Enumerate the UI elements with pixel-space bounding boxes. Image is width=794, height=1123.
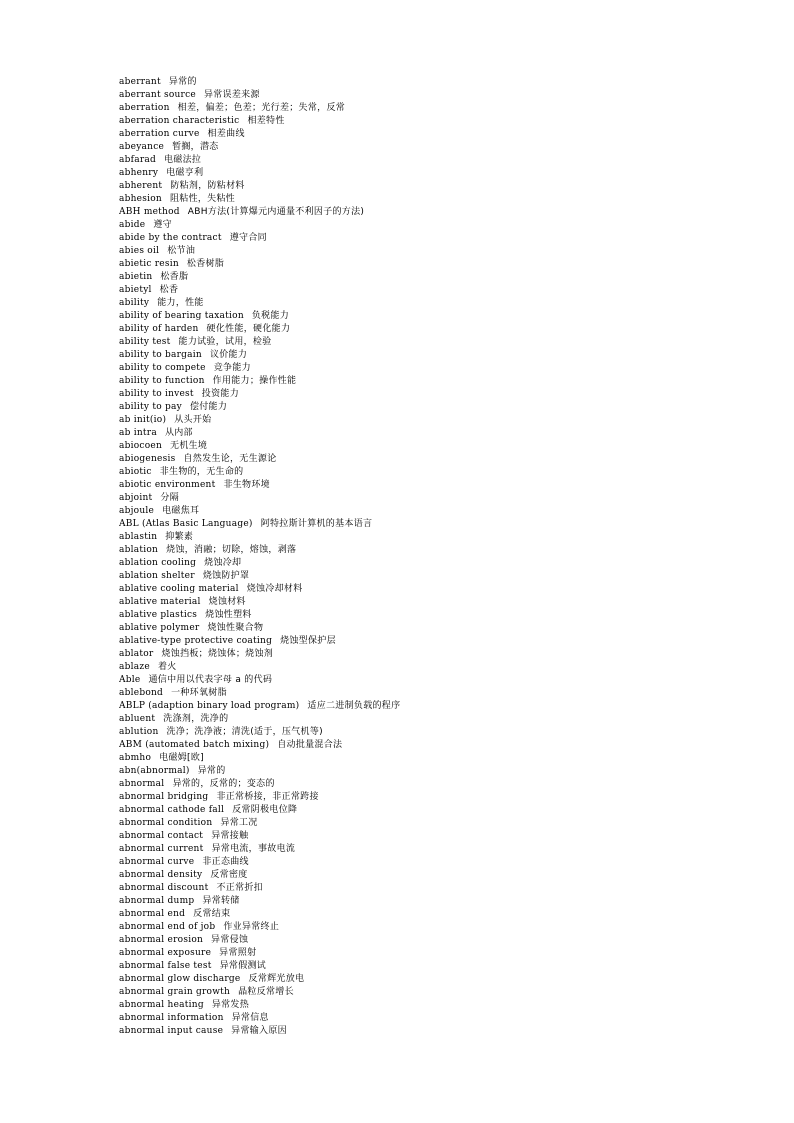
entry-definition: 松香脂 <box>160 272 189 282</box>
glossary-entry <box>119 166 679 179</box>
entry-term: abnormal information <box>119 1013 224 1023</box>
glossary-entry <box>119 218 679 231</box>
entry-term: ability test <box>119 337 171 347</box>
entry-term: ABH method <box>119 207 180 217</box>
glossary-entry <box>119 972 679 985</box>
entry-definition: 异常接触 <box>211 831 249 841</box>
glossary-entry <box>119 933 679 946</box>
entry-term: ablution <box>119 727 159 737</box>
glossary-entry <box>119 1024 679 1037</box>
entry-term: Able <box>119 675 141 685</box>
glossary-entry <box>119 894 679 907</box>
glossary-entry <box>119 465 679 478</box>
entry-definition: 烧蚀型保护层 <box>280 636 336 646</box>
entry-term: abiotic environment <box>119 480 216 490</box>
entry-definition: 遵守合同 <box>229 233 267 243</box>
glossary-entry <box>119 140 679 153</box>
entry-definition: 异常的 <box>197 766 226 776</box>
glossary-entry <box>119 686 679 699</box>
entry-definition: 烧蚀防护罩 <box>202 571 250 581</box>
glossary-entry <box>119 842 679 855</box>
entry-term: ability to compete <box>119 363 206 373</box>
entry-term: ability to function <box>119 376 205 386</box>
glossary-entry <box>119 153 679 166</box>
entry-definition: 烧蚀性塑料 <box>205 610 252 620</box>
entry-definition: 不正常折扣 <box>216 883 263 893</box>
entry-definition: 分隔 <box>160 493 179 503</box>
entry-definition: 相差，偏差；色差；光行差；失常，反常 <box>177 103 346 113</box>
glossary-entry <box>119 920 679 933</box>
entry-definition: 异常的，反常的；变态的 <box>172 779 275 789</box>
entry-term: abluent <box>119 714 156 724</box>
entry-definition: 异常信息 <box>231 1013 269 1023</box>
entry-term: abnormal glow discharge <box>119 974 241 984</box>
entry-definition: 异常工况 <box>220 818 258 828</box>
entry-term: ablative plastics <box>119 610 198 620</box>
entry-term: ablative-type protective coating <box>119 636 273 646</box>
entry-definition: 能力，性能 <box>157 298 204 308</box>
entry-definition: 烧蚀冷却 <box>204 558 242 568</box>
entry-definition: 异常输入原因 <box>231 1026 287 1036</box>
glossary-entry <box>119 114 679 127</box>
entry-term: abiocoen <box>119 441 163 451</box>
entry-definition: 电磁姆[欧] <box>159 753 204 763</box>
glossary-entry <box>119 374 679 387</box>
glossary-entry <box>119 322 679 335</box>
glossary-entry <box>119 777 679 790</box>
entry-term: ability of harden <box>119 324 199 334</box>
entry-definition: 异常照射 <box>219 948 257 958</box>
entry-definition: 自动批量混合法 <box>277 740 343 750</box>
entry-term: abnormal discount <box>119 883 209 893</box>
entry-definition: 非正常桥接，非正常跨接 <box>216 792 319 802</box>
entry-term: abjoint <box>119 493 153 503</box>
entry-term: ablation <box>119 545 159 555</box>
entry-term: abiotic <box>119 467 152 477</box>
entry-term: abnormal <box>119 779 165 789</box>
entry-definition: 反常阴极电位降 <box>232 805 298 815</box>
entry-definition: 异常假测试 <box>219 961 267 971</box>
entry-definition: 阻粘性，失粘性 <box>169 194 236 204</box>
glossary-entry <box>119 257 679 270</box>
entry-definition: 抑繁素 <box>165 532 194 542</box>
glossary-entry <box>119 816 679 829</box>
glossary-entry <box>119 530 679 543</box>
entry-term: abnormal false test <box>119 961 212 971</box>
entry-definition: 着火 <box>157 662 177 672</box>
glossary-entry <box>119 660 679 673</box>
entry-definition: 松香 <box>159 285 179 295</box>
glossary-entry <box>119 348 679 361</box>
entry-definition: 异常误差来源 <box>203 90 260 100</box>
entry-term: abnormal erosion <box>119 935 204 945</box>
entry-term: aberration curve <box>119 129 200 139</box>
entry-definition: 偿付能力 <box>189 402 228 412</box>
glossary-entry <box>119 829 679 842</box>
entry-definition: 负税能力 <box>251 311 290 321</box>
glossary-entry <box>119 309 679 322</box>
entry-definition: 反常辉光放电 <box>248 974 305 984</box>
entry-definition: 阿特拉斯计算机的基本语言 <box>260 519 373 529</box>
glossary-entry <box>119 998 679 1011</box>
entry-term: aberrant source <box>119 90 196 100</box>
entry-term: ABL (Atlas Basic Language) <box>119 519 253 529</box>
entry-term: abnormal heating <box>119 1000 204 1010</box>
glossary-entry <box>119 582 679 595</box>
entry-definition: 作用能力；操作性能 <box>212 376 297 386</box>
entry-definition: 烧蚀材料 <box>208 597 246 607</box>
glossary-entry <box>119 621 679 634</box>
entry-term: aberration characteristic <box>119 116 240 126</box>
entry-definition: 作业异常终止 <box>223 922 280 932</box>
glossary-entry <box>119 75 679 88</box>
glossary-entry <box>119 946 679 959</box>
entry-definition: 松香树脂 <box>186 259 225 269</box>
glossary-entry <box>119 959 679 972</box>
entry-term: ablation cooling <box>119 558 197 568</box>
entry-definition: 从内部 <box>164 428 193 438</box>
entry-definition: 异常电流，事故电流 <box>211 844 296 854</box>
entry-term: aberrant <box>119 77 161 87</box>
entry-term: abn(abnormal) <box>119 766 190 776</box>
entry-definition: 松节油 <box>167 246 196 256</box>
entry-term: abmho <box>119 753 152 763</box>
glossary-entry <box>119 634 679 647</box>
entry-definition: 投资能力 <box>201 389 239 399</box>
glossary-entry <box>119 1011 679 1024</box>
entry-definition: 异常转储 <box>202 896 240 906</box>
entry-term: abherent <box>119 181 163 191</box>
entry-definition: 硬化性能，硬化能力 <box>206 324 291 334</box>
entry-term: abjoule <box>119 506 155 516</box>
entry-term: ability to pay <box>119 402 182 412</box>
glossary-entry <box>119 335 679 348</box>
entry-definition: 通信中用以代表字母 a 的代码 <box>148 675 273 685</box>
entry-term: ablaze <box>119 662 150 672</box>
entry-term: abies oil <box>119 246 160 256</box>
entry-term: ability to invest <box>119 389 194 399</box>
glossary-entry <box>119 361 679 374</box>
glossary-entry <box>119 543 679 556</box>
entry-term: abiogenesis <box>119 454 176 464</box>
entry-definition: 烧蚀冷却材料 <box>246 584 303 594</box>
entry-definition: 无机生境 <box>170 441 208 451</box>
entry-definition: 电磁亨利 <box>166 168 204 178</box>
glossary-entry <box>119 88 679 101</box>
entry-term: ablastin <box>119 532 158 542</box>
glossary-entry <box>119 244 679 257</box>
entry-definition: 洗涤剂，洗净的 <box>163 714 229 724</box>
glossary-entry <box>119 751 679 764</box>
entry-term: abfarad <box>119 155 157 165</box>
entry-definition: ABH方法(计算爆元内通量不利因子的方法) <box>187 207 365 217</box>
glossary-entry <box>119 647 679 660</box>
entry-term: ab intra <box>119 428 157 438</box>
glossary-entry <box>119 452 679 465</box>
glossary-entry <box>119 673 679 686</box>
entry-term: abide <box>119 220 146 230</box>
glossary-entry <box>119 868 679 881</box>
glossary-entry <box>119 127 679 140</box>
glossary-entry <box>119 855 679 868</box>
entry-definition: 暂搁，潜态 <box>172 142 219 152</box>
entry-definition: 烧蚀挡板；烧蚀体；烧蚀剂 <box>161 649 274 659</box>
entry-term: abhenry <box>119 168 159 178</box>
entry-definition: 一种环氧树脂 <box>171 688 227 698</box>
entry-term: abnormal dump <box>119 896 195 906</box>
entry-term: ability of bearing taxation <box>119 311 244 321</box>
entry-definition: 异常的 <box>168 77 197 87</box>
glossary-entry <box>119 595 679 608</box>
glossary-entry <box>119 569 679 582</box>
entry-term: ablation shelter <box>119 571 195 581</box>
entry-definition: 相差特性 <box>247 116 285 126</box>
glossary-entry <box>119 426 679 439</box>
glossary-entry <box>119 283 679 296</box>
entry-definition: 异常侵蚀 <box>211 935 249 945</box>
glossary-entry <box>119 881 679 894</box>
entry-term: abnormal curve <box>119 857 195 867</box>
entry-term: abnormal condition <box>119 818 213 828</box>
entry-definition: 异常发热 <box>211 1000 250 1010</box>
entry-term: ABM (automated batch mixing) <box>119 740 270 750</box>
glossary-entry <box>119 491 679 504</box>
entry-term: abnormal grain growth <box>119 987 231 997</box>
entry-definition: 晶粒反常增长 <box>238 987 294 997</box>
entry-term: abnormal exposure <box>119 948 212 958</box>
entry-definition: 防粘剂，防粘材料 <box>170 181 245 191</box>
entry-term: abeyance <box>119 142 165 152</box>
glossary-entry <box>119 608 679 621</box>
entry-definition: 竞争能力 <box>213 363 251 373</box>
glossary-entry <box>119 270 679 283</box>
glossary-entry <box>119 192 679 205</box>
glossary-entry <box>119 738 679 751</box>
entry-definition: 自然发生论，无生源论 <box>183 454 277 464</box>
glossary-entry <box>119 205 679 218</box>
entry-definition: 非正态曲线 <box>202 857 249 867</box>
entry-definition: 从头开始 <box>174 415 212 425</box>
glossary-entry <box>119 803 679 816</box>
entry-definition: 烧蚀，消融；切除，熔蚀，剥落 <box>166 545 297 555</box>
entry-definition: 非生物的，无生命的 <box>159 467 244 477</box>
glossary-entry <box>119 985 679 998</box>
glossary-entry-list <box>119 75 679 1037</box>
entry-term: abietin <box>119 272 153 282</box>
entry-definition: 适应二进制负载的程序 <box>307 701 401 711</box>
entry-term: abnormal density <box>119 870 203 880</box>
entry-term: abnormal contact <box>119 831 204 841</box>
entry-term: abnormal end of job <box>119 922 216 932</box>
entry-term: abide by the contract <box>119 233 222 243</box>
entry-term: ablative cooling material <box>119 584 239 594</box>
entry-term: ablative material <box>119 597 201 607</box>
entry-term: ABLP (adaption binary load program) <box>119 701 300 711</box>
entry-term: abnormal end <box>119 909 186 919</box>
glossary-entry <box>119 413 679 426</box>
entry-term: abietyl <box>119 285 152 295</box>
entry-term: ablator <box>119 649 154 659</box>
glossary-entry <box>119 439 679 452</box>
glossary-entry <box>119 179 679 192</box>
glossary-entry <box>119 101 679 114</box>
entry-definition: 能力试验，试用，检验 <box>178 337 272 347</box>
entry-definition: 电磁法拉 <box>164 155 202 165</box>
glossary-entry <box>119 907 679 920</box>
entry-term: abhesion <box>119 194 162 204</box>
entry-term: abnormal current <box>119 844 204 854</box>
glossary-entry <box>119 387 679 400</box>
entry-term: aberration <box>119 103 170 113</box>
glossary-entry <box>119 478 679 491</box>
entry-definition: 烧蚀性聚合物 <box>207 623 264 633</box>
entry-definition: 议价能力 <box>209 350 248 360</box>
entry-term: ablebond <box>119 688 164 698</box>
glossary-entry <box>119 699 679 712</box>
glossary-entry <box>119 556 679 569</box>
glossary-entry <box>119 400 679 413</box>
entry-term: abnormal bridging <box>119 792 209 802</box>
entry-definition: 反常结束 <box>193 909 231 919</box>
glossary-entry <box>119 712 679 725</box>
glossary-entry <box>119 764 679 777</box>
entry-term: ablative polymer <box>119 623 200 633</box>
glossary-entry <box>119 504 679 517</box>
glossary-entry <box>119 517 679 530</box>
entry-term: ability <box>119 298 150 308</box>
entry-definition: 相差曲线 <box>207 129 245 139</box>
entry-term: abnormal cathode fall <box>119 805 225 815</box>
glossary-entry <box>119 790 679 803</box>
entry-definition: 洗净；洗净液；清洗(适于，压气机等) <box>166 727 323 737</box>
glossary-entry <box>119 231 679 244</box>
entry-definition: 电磁焦耳 <box>162 506 200 516</box>
entry-definition: 遵守 <box>153 220 172 230</box>
glossary-entry <box>119 725 679 738</box>
glossary-entry <box>119 296 679 309</box>
entry-term: abnormal input cause <box>119 1026 224 1036</box>
entry-definition: 反常密度 <box>210 870 248 880</box>
entry-definition: 非生物环境 <box>223 480 270 490</box>
entry-term: ability to bargain <box>119 350 202 360</box>
entry-term: ab init(io) <box>119 415 167 425</box>
entry-term: abietic resin <box>119 259 179 269</box>
